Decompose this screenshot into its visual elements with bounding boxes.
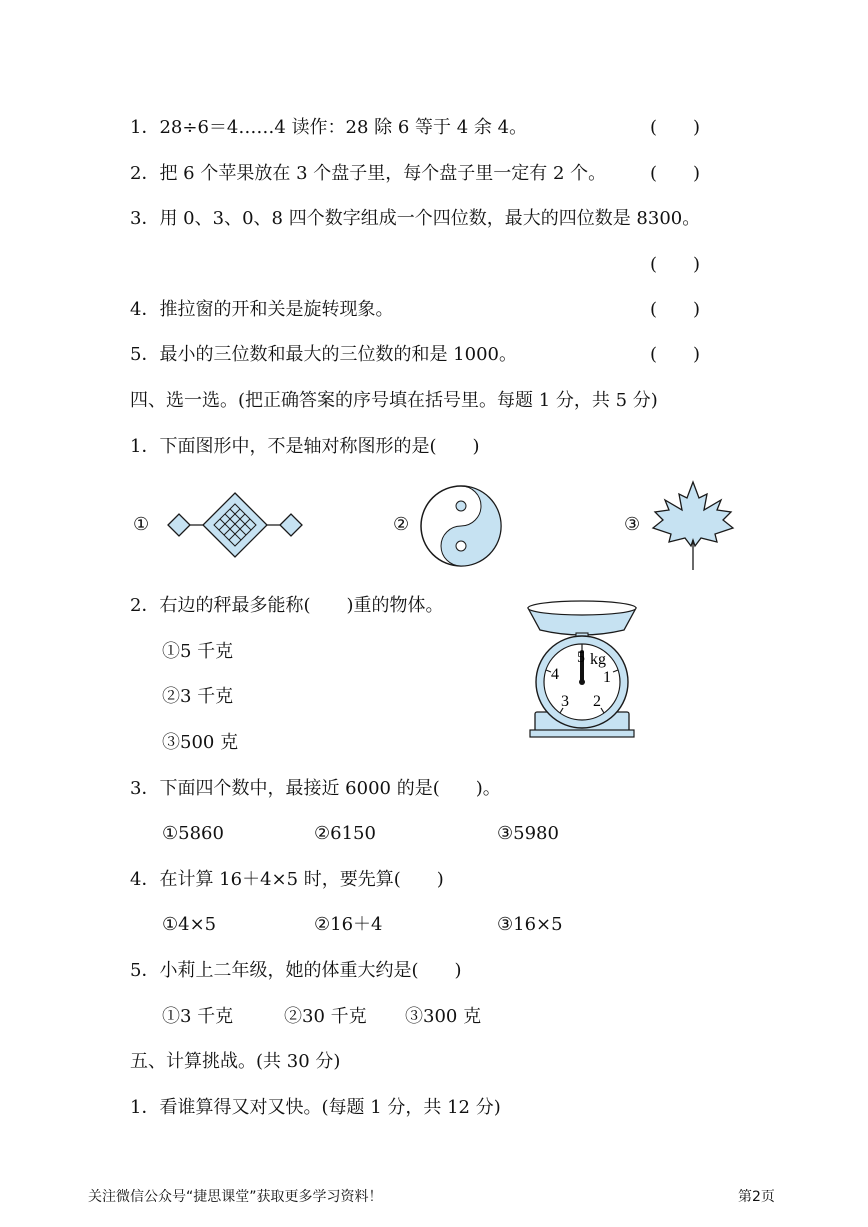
- s4-q5-text: 5．小莉上二年级，她的体重大约是( ): [130, 960, 462, 981]
- s4-q4-text: 4．在计算 16＋4×5 时，要先算( ): [130, 869, 444, 890]
- kitchen-scale-figure: [520, 600, 644, 740]
- answer-paren-4[interactable]: ( ): [650, 299, 701, 320]
- scale-dial-5: 5: [577, 649, 585, 666]
- s4-q5-option-3: ③300 克: [405, 1006, 482, 1027]
- answer-paren-5[interactable]: ( ): [650, 344, 701, 365]
- answer-paren-3[interactable]: ( ): [650, 254, 701, 275]
- s4-q2-option-1: ①5 千克: [162, 641, 234, 662]
- page-number: 第2页: [738, 1189, 775, 1205]
- s4-q4-option-2: ②16＋4: [314, 914, 383, 935]
- s4-q2-option-2: ②3 千克: [162, 686, 234, 707]
- judge-item-5: 5．最小的三位数和最大的三位数的和是 1000。: [130, 344, 517, 365]
- judge-item-3: 3．用 0、3、0、8 四个数字组成一个四位数，最大的四位数是 8300。: [130, 208, 701, 229]
- yin-yang-figure: [419, 484, 503, 568]
- scale-dial-1: 1: [603, 669, 611, 686]
- s5-q1-text: 1．看谁算得又对又快。(每题 1 分，共 12 分): [130, 1097, 501, 1118]
- maple-leaf-figure: [645, 480, 741, 572]
- s4-q2-text: 2．右边的秤最多能称( )重的物体。: [130, 595, 444, 616]
- judge-item-1: 1．28÷6＝4……4 读作：28 除 6 等于 4 余 4。: [130, 117, 528, 138]
- s4-q4-option-1: ①4×5: [162, 914, 217, 935]
- scale-dial-2: 2: [593, 693, 601, 710]
- s4-q5-option-1: ①3 千克: [162, 1006, 234, 1027]
- s4-q4-option-3: ③16×5: [497, 914, 563, 935]
- s4-q2-option-3: ③500 克: [162, 732, 239, 753]
- s4-q5-option-2: ②30 千克: [284, 1006, 367, 1027]
- s4-q1-text: 1．下面图形中，不是轴对称图形的是( ): [130, 436, 480, 457]
- endless-knot-figure: [165, 490, 305, 560]
- judge-item-4: 4．推拉窗的开和关是旋转现象。: [130, 299, 394, 320]
- section4-title: 四、选一选。(把正确答案的序号填在括号里。每题 1 分，共 5 分): [130, 390, 658, 411]
- judge-item-2: 2．把 6 个苹果放在 3 个盘子里，每个盘子里一定有 2 个。: [130, 163, 607, 184]
- scale-unit: kg: [590, 651, 606, 668]
- s4-q3-option-1: ①5860: [162, 823, 224, 844]
- s4-q1-label-1: ①: [133, 514, 150, 535]
- footer-note: 关注微信公众号“捷思课堂”获取更多学习资料！: [88, 1189, 383, 1205]
- s4-q1-label-2: ②: [393, 514, 410, 535]
- answer-paren-1[interactable]: ( ): [650, 117, 701, 138]
- scale-dial-3: 3: [561, 693, 569, 710]
- answer-paren-2[interactable]: ( ): [650, 163, 701, 184]
- s4-q3-option-2: ②6150: [314, 823, 376, 844]
- s4-q1-label-3: ③: [624, 514, 641, 535]
- s4-q3-option-3: ③5980: [497, 823, 559, 844]
- s4-q3-text: 3．下面四个数中，最接近 6000 的是( )。: [130, 778, 501, 799]
- section5-title: 五、计算挑战。(共 30 分): [130, 1051, 341, 1072]
- scale-dial-4: 4: [551, 666, 559, 683]
